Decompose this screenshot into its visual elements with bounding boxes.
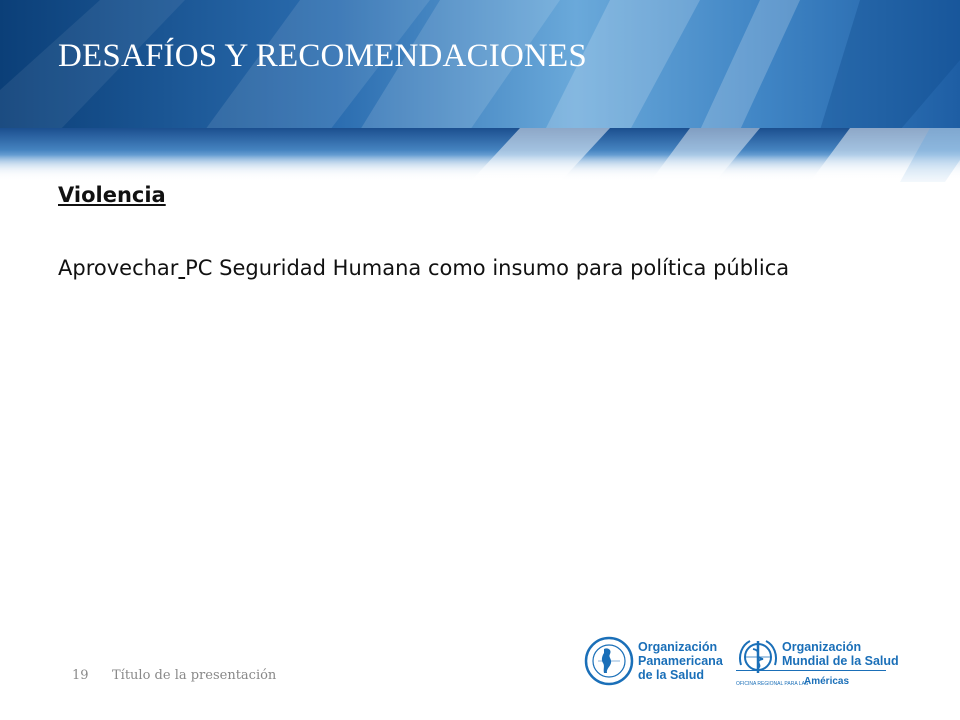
who-name-line1: Organización xyxy=(782,640,862,654)
presentation-title: Título de la presentación xyxy=(112,668,277,683)
banner-graphic xyxy=(0,0,960,190)
paho-emblem-icon xyxy=(584,636,634,686)
slide-content xyxy=(58,176,918,288)
who-region: Américas xyxy=(804,676,850,687)
paho-name-line1: Organización xyxy=(638,640,718,654)
who-office-label: OFICINA REGIONAL PARA LAS xyxy=(736,681,809,687)
body-text xyxy=(58,248,918,288)
slide-title: DESAFÍOS Y RECOMENDACIONES xyxy=(58,38,587,74)
paho-logo xyxy=(584,632,724,690)
logos xyxy=(584,632,899,690)
paho-name-line2: Panamericana xyxy=(638,654,723,668)
page-number: 19 xyxy=(72,668,89,683)
spacer xyxy=(58,214,918,248)
header-banner xyxy=(0,0,960,190)
who-logo xyxy=(736,632,899,690)
body-text-part: Aprovechar xyxy=(58,256,179,280)
who-divider xyxy=(736,670,886,671)
who-emblem-icon xyxy=(736,635,780,679)
slide-footer xyxy=(72,668,276,683)
paho-name-line3: de la Salud xyxy=(638,668,704,682)
who-name-line2: Mundial de la Salud xyxy=(782,654,899,668)
body-text-part: PC Seguridad Humana como insumo para política pública xyxy=(185,256,790,280)
section-heading: Violencia xyxy=(58,183,166,207)
